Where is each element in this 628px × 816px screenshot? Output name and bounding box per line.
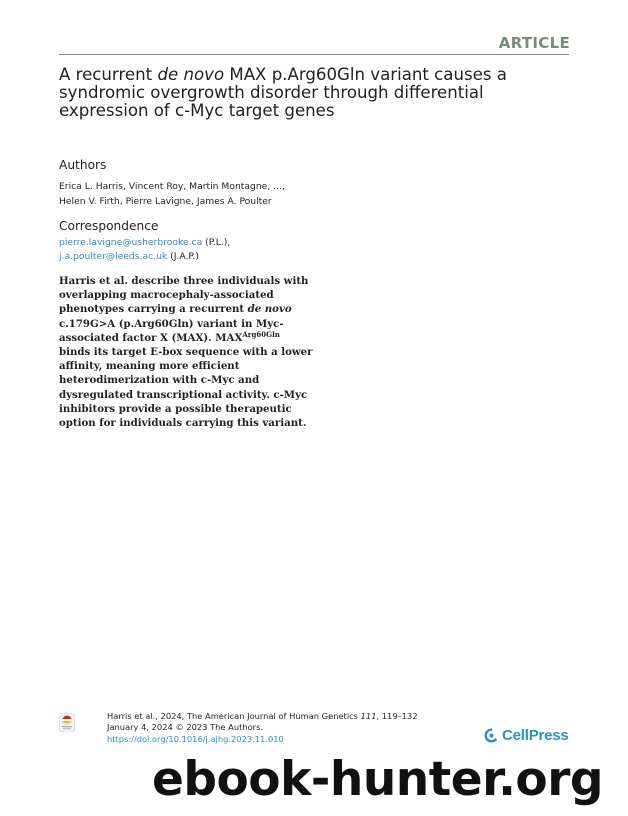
email-initials-jap: (J.A.P.) xyxy=(167,251,200,262)
in-brief-summary xyxy=(59,274,314,430)
correspondence-heading: Correspondence xyxy=(59,219,159,233)
cellpress-wordmark: CellPress xyxy=(502,727,569,744)
author-line-2: Helen V. Firth, Pierre Lavigne, James A. Poulter xyxy=(59,196,272,207)
title-part-1: A recurrent xyxy=(59,65,158,84)
author-list xyxy=(59,179,339,209)
correspondence-block xyxy=(59,236,339,264)
citation-block xyxy=(107,711,447,745)
watermark: ebook-hunter.org xyxy=(152,752,604,807)
article-title xyxy=(59,66,574,120)
email-link-lavigne[interactable]: pierre.lavigne@usherbrooke.ca xyxy=(59,237,203,248)
title-italic: de novo xyxy=(157,65,225,84)
summary-part-3: binds its target E-box sequence with a lower affinity, meaning more efficient heterodimerization with c-Myc and dysregulated transcriptional activity. c-Myc inhibitors provide a possible therapeutic option for individuals carrying this variant. xyxy=(59,346,313,430)
email-link-poulter[interactable]: j.a.poulter@leeds.ac.uk xyxy=(59,251,168,262)
doi-link[interactable]: https://doi.org/10.1016/j.ajhg.2023.11.010 xyxy=(107,733,284,744)
citation-volume: 111 xyxy=(360,711,377,721)
summary-italic: de novo xyxy=(247,303,292,316)
authors-heading: Authors xyxy=(59,158,107,172)
author-line-1: Erica L. Harris, Vincent Roy, Martin Montagne, ..., xyxy=(59,181,285,192)
date-line: January 4, 2024 © 2023 The Authors. xyxy=(107,722,264,733)
check-for-updates-icon[interactable] xyxy=(59,713,75,732)
header-rule xyxy=(59,54,569,55)
summary-superscript: Arg60Gln xyxy=(242,329,280,339)
summary-part-2: c.179G>A (p.Arg60Gln) variant in Myc-associated factor X (MAX). MAX xyxy=(59,317,284,344)
summary-part-1: Harris et al. describe three individuals with overlapping macrocephaly-associated phenotypes carrying a recurrent xyxy=(59,275,309,316)
section-label: ARTICLE xyxy=(498,34,570,52)
cellpress-icon xyxy=(484,728,499,743)
email-initials-pl: (P.L.), xyxy=(202,237,231,248)
citation-line xyxy=(107,711,447,722)
title-part-2: MAX p.Arg60Gln variant causes a syndromic overgrowth disorder through differential expression of c-Myc target genes xyxy=(59,65,507,120)
cellpress-logo[interactable] xyxy=(484,727,569,744)
citation-part-2: , 119–132 xyxy=(376,711,418,721)
citation-part-1: Harris et al., 2024, The American Journal of Human Genetics xyxy=(107,711,361,721)
